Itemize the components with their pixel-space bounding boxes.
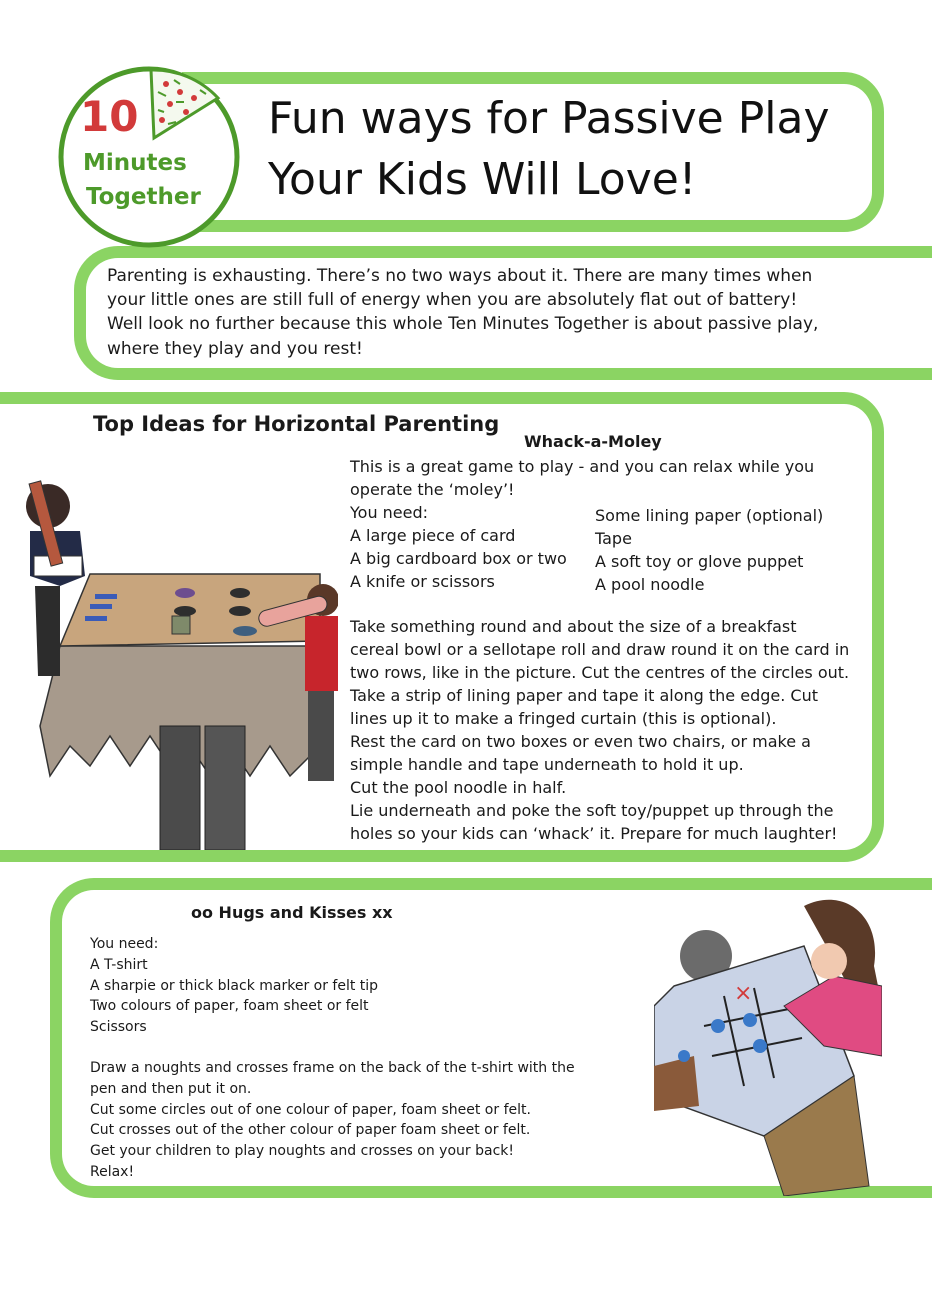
description-line: operate the ‘moley’! [350, 480, 515, 499]
instruction-line: holes so your kids can ‘whack’ it. Prepare for much laughter! [350, 824, 838, 843]
instruction-line: Cut the pool noodle in half. [350, 778, 567, 797]
list-item: A pool noodle [595, 575, 705, 594]
list-item: A soft toy or glove puppet [595, 552, 804, 571]
list-item: Two colours of paper, foam sheet or felt [90, 998, 369, 1015]
instruction-line: Lie underneath and poke the soft toy/puppet up through the [350, 801, 834, 820]
list-item: A T-shirt [90, 956, 148, 973]
list-item: You need: [90, 936, 159, 952]
instruction-line: lines up it to make a fringed curtain (this is optional). [350, 709, 777, 728]
materials-list-left [350, 501, 567, 593]
activity-title: oo Hugs and Kisses xx [191, 903, 393, 922]
svg-text:×: × [734, 981, 753, 1006]
logo-number: 10 [80, 92, 139, 141]
instruction-line: Take a strip of lining paper and tape it along the edge. Cut [350, 686, 818, 705]
logo-word-together: Together [86, 184, 201, 210]
page-title-line-2: Your Kids Will Love! [268, 154, 697, 205]
materials-list [90, 934, 378, 1038]
list-item: Tape [595, 529, 632, 548]
page-title [268, 88, 868, 210]
whack-a-moley-illustration [20, 476, 338, 850]
intro-line: Well look no further because this whole Ten Minutes Together is about passive play, [107, 314, 819, 335]
noughts-and-crosses-illustration [654, 896, 882, 1196]
activity-description [350, 455, 850, 501]
list-item: A sharpie or thick black marker or felt tip [90, 977, 379, 994]
instruction-line: Cut crosses out of the other colour of paper foam sheet or felt. [90, 1122, 531, 1139]
section-heading: Top Ideas for Horizontal Parenting [93, 412, 500, 436]
page-title-line-1: Fun ways for Passive Play [268, 93, 830, 144]
instruction-line: Relax! [90, 1163, 135, 1180]
intro-line: your little ones are still full of energy when you are absolutely flat out of battery! [107, 290, 798, 311]
instruction-line: Take something round and about the size of a breakfast [350, 617, 797, 636]
activity-instructions [350, 615, 870, 845]
instruction-line: Draw a noughts and crosses frame on the back of the t-shirt with the [90, 1060, 575, 1076]
description-line: This is a great game to play - and you can relax while you [350, 457, 815, 476]
instruction-line: cereal bowl or a sellotape roll and draw round it on the card in [350, 640, 850, 659]
list-item: Some lining paper (optional) [595, 506, 824, 525]
instruction-line: two rows, like in the picture. Cut the centres of the circles out. [350, 663, 850, 682]
instruction-line: simple handle and tape underneath to hold it up. [350, 755, 744, 774]
logo-word-minutes: Minutes [83, 150, 187, 176]
list-item: Scissors [90, 1019, 147, 1036]
instruction-line: Cut some circles out of one colour of paper, foam sheet or felt. [90, 1101, 531, 1118]
materials-list-right [595, 504, 823, 596]
intro-paragraph [107, 264, 907, 361]
list-item: A knife or scissors [350, 572, 495, 591]
intro-line: Parenting is exhausting. There’s no two ways about it. There are many times when [107, 266, 813, 286]
activity-instructions [90, 1058, 630, 1183]
intro-line: where they play and you rest! [107, 338, 363, 359]
instruction-line: Rest the card on two boxes or even two chairs, or make a [350, 732, 811, 751]
instruction-line: Get your children to play noughts and crosses on your back! [90, 1143, 514, 1160]
instruction-line: pen and then put it on. [90, 1080, 252, 1097]
activity-title: Whack-a-Moley [524, 432, 662, 451]
list-item: A large piece of card [350, 526, 516, 545]
list-item: A big cardboard box or two [350, 549, 567, 568]
list-item: You need: [350, 503, 429, 522]
